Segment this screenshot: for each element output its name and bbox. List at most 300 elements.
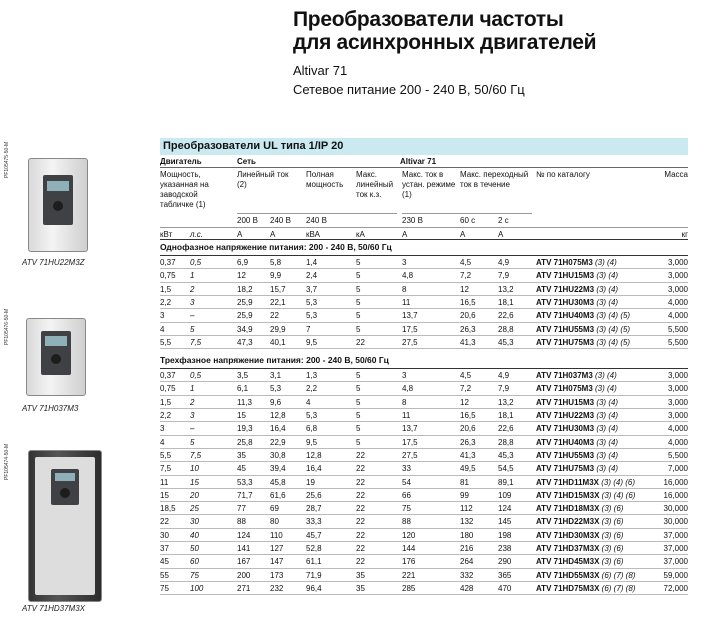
catalog-notes: (3) (4) xyxy=(594,464,619,474)
mass-value: 30,000 xyxy=(663,504,688,514)
image-code-2: PF105476-50-M xyxy=(4,308,10,345)
cell-value: 11 xyxy=(402,297,411,307)
cell-value: 5 xyxy=(356,424,361,434)
catalog-notes: (6) (7) (8) xyxy=(599,583,636,593)
catalog-code: ATV 71HU22M3 xyxy=(536,411,595,420)
image-caption-2: ATV 71H037M3 xyxy=(22,404,79,413)
cell-value: 13,2 xyxy=(498,397,514,407)
cell-value: 30,8 xyxy=(270,450,286,460)
cell-value: 75 xyxy=(160,583,169,593)
cell-value: 18,1 xyxy=(498,411,514,420)
catalog-number xyxy=(536,371,617,380)
cell-value: 109 xyxy=(498,490,512,500)
cell-value: 264 xyxy=(460,557,474,567)
catalog-number xyxy=(536,285,618,294)
catalog-notes: (3) (4) (6) xyxy=(599,477,635,487)
cell-value: 10 xyxy=(190,464,199,474)
catalog-code: ATV 71HD75M3X xyxy=(536,583,600,593)
catalog-code: ATV 71HU55M3 xyxy=(536,450,595,460)
catalog-code: ATV 71H037M3 xyxy=(536,371,593,381)
image-caption-3: ATV 71HD37M3X xyxy=(22,604,85,613)
cell-value: 34,9 xyxy=(237,324,253,334)
supply-line: Сетевое питание 200 - 240 В, 50/60 Гц xyxy=(293,82,525,97)
sub-60s: 60 с xyxy=(460,216,476,225)
cell-value: 75 xyxy=(402,504,411,514)
cell-value: 5,8 xyxy=(270,258,282,267)
cell-value: 22,6 xyxy=(498,311,514,321)
cell-value: 428 xyxy=(460,583,474,593)
cell-value: 9,5 xyxy=(306,437,318,447)
table-row xyxy=(160,555,688,568)
title-line-2: для асинхронных двигателей xyxy=(293,31,597,54)
cell-value: 50 xyxy=(190,544,199,553)
unit-cell: А xyxy=(498,230,504,239)
mass-value: 5,500 xyxy=(667,450,688,460)
catalog-number xyxy=(536,311,630,320)
cell-value: 30 xyxy=(190,517,199,527)
cell-value: 3 xyxy=(160,311,165,321)
cell-value: 7,2 xyxy=(460,384,472,394)
header-transient-current: Макс. переходный ток в течение xyxy=(460,170,529,189)
table-row xyxy=(160,476,688,489)
cell-value: 88 xyxy=(402,517,411,527)
cell-value: 3 xyxy=(402,371,407,381)
cell-value: 71,7 xyxy=(237,490,253,500)
cell-value: 5 xyxy=(356,437,361,447)
cell-value: 22,1 xyxy=(270,297,286,307)
mass-value: 59,000 xyxy=(663,570,688,580)
cell-value: 22 xyxy=(160,517,169,527)
cell-value: 16,4 xyxy=(270,424,286,434)
cell-value: 1,5 xyxy=(160,397,172,407)
catalog-code: ATV 71H075M3 xyxy=(536,258,593,267)
cell-value: 54 xyxy=(402,477,411,487)
catalog-notes: (3) (6) xyxy=(599,557,624,567)
table-row xyxy=(160,309,688,322)
cell-value: 198 xyxy=(498,530,512,540)
header-catalog: № по каталогу xyxy=(536,170,590,179)
catalog-number xyxy=(536,438,618,447)
cell-value: 25 xyxy=(190,504,199,514)
cell-value: 232 xyxy=(270,583,284,593)
cell-value: 332 xyxy=(460,570,474,580)
cell-value: 54,5 xyxy=(498,464,514,474)
cell-value: 5 xyxy=(190,437,195,447)
cell-value: 290 xyxy=(498,557,512,567)
cell-value: 22 xyxy=(356,530,365,540)
cell-value: 120 xyxy=(402,530,416,540)
cell-value: 60 xyxy=(190,557,199,567)
cell-value: 17,5 xyxy=(402,437,418,447)
cell-value: 271 xyxy=(237,583,251,593)
cell-value: 147 xyxy=(270,557,284,567)
sub-230v: 230 В xyxy=(402,216,423,225)
cell-value: 28,8 xyxy=(498,324,514,334)
cell-value: 89,1 xyxy=(498,477,514,487)
catalog-code: ATV 71HU40M3 xyxy=(536,311,595,321)
cell-value: 16,5 xyxy=(460,411,476,420)
cell-value: 145 xyxy=(498,517,512,527)
catalog-code: ATV 71HU22M3 xyxy=(536,284,595,294)
catalog-code: ATV 71HU15M3 xyxy=(536,397,595,407)
table-row xyxy=(160,409,688,422)
catalog-notes: (3) (4) xyxy=(594,397,619,407)
cell-value: 80 xyxy=(270,517,279,527)
sub-240v-b: 240 В xyxy=(306,216,327,225)
cell-value: 16,4 xyxy=(306,464,322,474)
cell-value: 71,9 xyxy=(306,570,322,580)
catalog-number xyxy=(536,424,618,433)
mass-value: 37,000 xyxy=(663,557,688,567)
cell-value: 61,1 xyxy=(306,557,322,567)
cell-value: 2,2 xyxy=(306,384,318,394)
cell-value: 22 xyxy=(270,311,279,321)
cell-value: 13,2 xyxy=(498,284,514,294)
table-row xyxy=(160,529,688,542)
cell-value: 45 xyxy=(237,464,246,474)
table-row xyxy=(160,296,688,309)
cell-value: 45,7 xyxy=(306,530,322,540)
cell-value: 3 xyxy=(190,411,195,420)
cell-value: 77 xyxy=(237,504,246,514)
catalog-notes: (3) (4) xyxy=(594,450,619,460)
mass-value: 4,000 xyxy=(667,297,688,307)
table-row xyxy=(160,396,688,409)
cell-value: 6,1 xyxy=(237,384,249,394)
mass-value: 37,000 xyxy=(663,530,688,540)
cell-value: 22,9 xyxy=(270,437,286,447)
cell-value: 5,5 xyxy=(160,450,172,460)
cell-value: 20,6 xyxy=(460,311,476,321)
cell-value: 41,3 xyxy=(460,450,476,460)
catalog-number xyxy=(536,531,623,540)
unit-cell: А xyxy=(270,230,276,239)
cell-value: 124 xyxy=(498,504,512,514)
cell-value: 1,3 xyxy=(306,371,318,381)
cell-value: 22 xyxy=(356,544,365,553)
catalog-code: ATV 71HD22M3X xyxy=(536,517,600,527)
cell-value: 6,9 xyxy=(237,258,249,267)
mass-value: 3,000 xyxy=(667,411,688,420)
cell-value: 47,3 xyxy=(237,337,253,347)
cell-value: 25,9 xyxy=(237,297,253,307)
cell-value: 5,3 xyxy=(306,311,318,321)
catalog-code: ATV 71HD11M3X xyxy=(536,477,599,487)
cell-value: 0,75 xyxy=(160,384,176,394)
unit-cell: А xyxy=(460,230,466,239)
cell-value: 35 xyxy=(356,583,365,593)
table-row xyxy=(160,542,688,555)
group-altivar: Altivar 71 xyxy=(400,157,437,166)
catalog-number xyxy=(536,384,617,393)
cell-value: 5 xyxy=(356,258,361,267)
catalog-code: ATV 71HU30M3 xyxy=(536,297,595,307)
cell-value: 7,5 xyxy=(190,337,202,347)
cell-value: 81 xyxy=(460,477,469,487)
catalog-number xyxy=(536,398,618,407)
sub-200v: 200 В xyxy=(237,216,258,225)
section-title: Однофазное напряжение питания: 200 - 240 В, 50/60 Гц xyxy=(160,242,392,252)
catalog-code: ATV 71HD18M3X xyxy=(536,504,600,514)
cell-value: 5 xyxy=(356,371,361,381)
cell-value: 4,8 xyxy=(402,384,414,394)
catalog-number xyxy=(536,298,618,307)
cell-value: 25,8 xyxy=(237,437,253,447)
cell-value: 4,8 xyxy=(402,271,414,281)
cell-value: 2,2 xyxy=(160,297,172,307)
mass-value: 7,000 xyxy=(667,464,688,474)
table-row xyxy=(160,369,688,382)
cell-value: 2 xyxy=(190,284,195,294)
cell-value: 173 xyxy=(270,570,284,580)
cell-value: 9,9 xyxy=(270,271,282,281)
cell-value: 52,8 xyxy=(306,544,322,553)
cell-value: 13,7 xyxy=(402,424,418,434)
sub-2s: 2 с xyxy=(498,216,509,225)
cell-value: 9,5 xyxy=(306,337,318,347)
catalog-notes: (3) (4) (5) xyxy=(594,337,631,347)
cell-value: 29,9 xyxy=(270,324,286,334)
cell-value: 28,8 xyxy=(498,437,514,447)
cell-value: 2,4 xyxy=(306,271,318,281)
catalog-notes: (3) (6) xyxy=(599,504,624,514)
cell-value: 22 xyxy=(356,477,365,487)
header-apparent-power: Полная мощность xyxy=(306,170,344,189)
cell-value: 96,4 xyxy=(306,583,322,593)
unit-cell: А xyxy=(402,230,408,239)
cell-value: 20,6 xyxy=(460,424,476,434)
cell-value: 5 xyxy=(356,411,361,420)
catalog-number xyxy=(536,338,630,347)
cell-value: 2,2 xyxy=(160,411,172,420)
table-row xyxy=(160,582,688,595)
unit-cell: А xyxy=(237,230,243,239)
catalog-number xyxy=(536,557,623,566)
cell-value: 18,5 xyxy=(160,504,176,514)
catalog-notes: (3) (4) xyxy=(594,437,619,447)
drive-image-2 xyxy=(26,318,86,396)
unit-cell: кА xyxy=(356,230,365,239)
cell-value: 7,5 xyxy=(190,450,202,460)
row-divider xyxy=(160,348,688,349)
cell-value: 3,5 xyxy=(237,371,249,381)
table-row xyxy=(160,462,688,475)
catalog-notes: (3) (4) xyxy=(592,258,617,267)
catalog-notes: (3) (4) (6) xyxy=(599,490,636,500)
cell-value: 0,75 xyxy=(160,271,176,281)
catalog-number xyxy=(536,584,635,593)
product-name: Altivar 71 xyxy=(293,63,348,78)
catalog-number xyxy=(536,504,623,513)
header-line-current: Линейный ток (2) xyxy=(237,170,289,189)
cell-value: 12 xyxy=(460,397,469,407)
cell-value: 238 xyxy=(498,544,512,553)
unit-cell: кВА xyxy=(306,230,320,239)
cell-value: 5 xyxy=(356,284,361,294)
cell-value: 1 xyxy=(190,271,195,281)
cell-value: 7 xyxy=(306,324,311,334)
catalog-notes: (3) (6) xyxy=(599,517,624,527)
catalog-notes: (3) (4) xyxy=(594,424,619,434)
cell-value: 216 xyxy=(460,544,474,553)
cell-value: 7,9 xyxy=(498,384,510,394)
cell-value: 75 xyxy=(190,570,199,580)
cell-value: 88 xyxy=(237,517,246,527)
row-divider xyxy=(160,594,688,595)
cell-value: 112 xyxy=(460,504,473,514)
cell-value: 4,5 xyxy=(460,371,472,381)
cell-value: 35 xyxy=(237,450,246,460)
table-row xyxy=(160,502,688,515)
cell-value: 55 xyxy=(160,570,169,580)
header-mass: Масса xyxy=(664,170,688,179)
cell-value: 12 xyxy=(237,271,246,281)
cell-value: 30 xyxy=(160,530,169,540)
cell-value: 25,9 xyxy=(237,311,253,321)
cell-value: 22 xyxy=(356,490,365,500)
table-title: Преобразователи UL типа 1/IP 20 xyxy=(163,140,344,152)
cell-value: 5 xyxy=(356,397,361,407)
cell-value: 3 xyxy=(190,297,195,307)
catalog-notes: (6) (7) (8) xyxy=(599,570,636,580)
cell-value: 470 xyxy=(498,583,512,593)
catalog-code: ATV 71HD30M3X xyxy=(536,530,600,540)
cell-value: 8 xyxy=(402,284,407,294)
catalog-code: ATV 71HU75M3 xyxy=(536,464,595,474)
header-isc: Макс. линейный ток к.з. xyxy=(356,170,394,199)
image-code-3: PF105474-50-M xyxy=(4,443,10,480)
cell-value: 4,5 xyxy=(460,258,472,267)
table-row xyxy=(160,436,688,449)
mass-value: 37,000 xyxy=(663,544,688,553)
cell-value: 5,5 xyxy=(160,337,172,347)
cell-value: 17,5 xyxy=(402,324,418,334)
cell-value: 3 xyxy=(160,424,165,434)
cell-value: 365 xyxy=(498,570,512,580)
cell-value: 25,6 xyxy=(306,490,322,500)
image-code-1: PF105475-50-M xyxy=(4,141,10,178)
cell-value: 19 xyxy=(306,477,315,487)
catalog-number xyxy=(536,258,617,267)
cell-value: 20 xyxy=(190,490,199,500)
catalog-number xyxy=(536,478,635,487)
table-row xyxy=(160,323,688,336)
cell-value: 144 xyxy=(402,544,416,553)
cell-value: 99 xyxy=(460,490,469,500)
cell-value: 12,8 xyxy=(306,450,322,460)
unit-cell: кг xyxy=(681,230,688,239)
cell-value: 5 xyxy=(356,311,361,321)
cell-value: 26,3 xyxy=(460,324,476,334)
catalog-code: ATV 71HU30M3 xyxy=(536,424,595,434)
mass-value: 4,000 xyxy=(667,311,688,321)
mass-value: 3,000 xyxy=(667,271,688,281)
table-title-bar xyxy=(160,138,688,155)
cell-value: 39,4 xyxy=(270,464,286,474)
cell-value: 18,1 xyxy=(498,297,514,307)
catalog-notes: (3) (4) xyxy=(594,271,619,281)
cell-value: 3,7 xyxy=(306,284,318,294)
catalog-notes: (3) (4) (5) xyxy=(594,311,631,321)
cell-value: 110 xyxy=(270,530,283,540)
cell-value: 1,5 xyxy=(160,284,172,294)
cell-value: 28,7 xyxy=(306,504,322,514)
section-title: Трехфазное напряжение питания: 200 - 240 В, 50/60 Гц xyxy=(160,355,389,366)
cell-value: 0,5 xyxy=(190,371,202,381)
catalog-code: ATV 71HD37M3X xyxy=(536,544,600,553)
drive-image-1 xyxy=(28,158,88,252)
cell-value: 5 xyxy=(356,271,361,281)
cell-value: 35 xyxy=(356,570,365,580)
cell-value: 22 xyxy=(356,557,365,567)
header-cont-current: Макс. ток в устан. режиме (1) xyxy=(402,170,456,199)
cell-value: 3 xyxy=(402,258,407,267)
cell-value: 22 xyxy=(356,450,365,460)
cell-value: 11 xyxy=(402,411,411,420)
cell-value: 15 xyxy=(160,490,169,500)
cell-value: 5 xyxy=(356,297,361,307)
mass-value: 30,000 xyxy=(663,517,688,527)
cell-value: 4 xyxy=(306,397,311,407)
catalog-notes: (3) (6) xyxy=(599,530,624,540)
mass-value: 3,000 xyxy=(667,397,688,407)
catalog-number xyxy=(536,451,618,460)
mass-value: 72,000 xyxy=(663,583,688,593)
cell-value: 16,5 xyxy=(460,297,476,307)
sub-240v: 240 В xyxy=(270,216,291,225)
cell-value: 45,3 xyxy=(498,337,514,347)
catalog-notes: (3) (4) xyxy=(594,297,619,307)
table-row xyxy=(160,569,688,582)
cell-value: 69 xyxy=(270,504,279,514)
table-row xyxy=(160,256,688,269)
table-row xyxy=(160,269,688,282)
cell-value: 0,37 xyxy=(160,371,176,381)
group-motor: Двигатель xyxy=(160,157,202,166)
mass-value: 16,000 xyxy=(663,477,688,487)
mass-value: 16,000 xyxy=(663,490,688,500)
cell-value: 15 xyxy=(190,477,199,487)
unit-cell: кВт xyxy=(160,230,173,239)
mass-value: 5,500 xyxy=(667,324,688,334)
cell-value: 15,7 xyxy=(270,284,286,294)
cell-value: 5,3 xyxy=(306,297,318,307)
cell-value: 141 xyxy=(237,544,251,553)
cell-value: 200 xyxy=(237,570,251,580)
mass-value: 4,000 xyxy=(667,424,688,434)
mass-value: 5,500 xyxy=(667,337,688,347)
mass-value: 3,000 xyxy=(667,258,688,267)
cell-value: 41,3 xyxy=(460,337,476,347)
cell-value: 15 xyxy=(237,411,246,420)
catalog-code: ATV 71HD15M3X xyxy=(536,490,600,500)
title-line-1: Преобразователи частоты xyxy=(293,8,564,31)
cell-value: 27,5 xyxy=(402,337,418,347)
cell-value: 285 xyxy=(402,583,416,593)
cell-value: 0,5 xyxy=(190,258,202,267)
catalog-number xyxy=(536,271,618,280)
catalog-code: ATV 71HU55M3 xyxy=(536,324,595,334)
cell-value: 5,3 xyxy=(306,411,318,420)
catalog-code: ATV 71HU40M3 xyxy=(536,437,595,447)
cell-value: 2 xyxy=(190,397,195,407)
cell-value: 5 xyxy=(190,324,195,334)
cell-value: 3,1 xyxy=(270,371,282,381)
cell-value: 33,3 xyxy=(306,517,322,527)
catalog-notes: (3) (4) (5) xyxy=(594,324,631,334)
table-row xyxy=(160,449,688,462)
catalog-notes: (3) (4) xyxy=(594,284,619,294)
